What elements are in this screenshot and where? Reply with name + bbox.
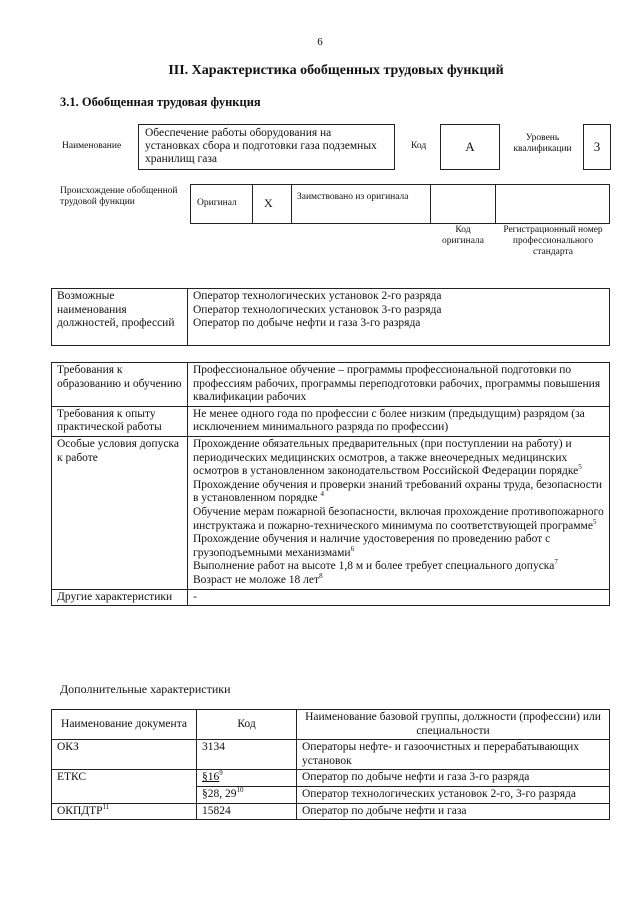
code-original-caption: Код оригинала xyxy=(442,225,484,246)
page-number: 6 xyxy=(317,36,323,48)
other-value: - xyxy=(188,589,610,606)
positions-row xyxy=(52,289,610,346)
condition-item: Обучение мерам пожарной безопасности, включая прохождение противопожарного инструктажа и пожарно-технического минимума по соответствующей программе$^5$ xyxy=(193,505,604,532)
origin-borrowed-label: Заимствовано из оригинала xyxy=(297,192,409,202)
positions-label: Возможные наименования должностей, профессий xyxy=(52,289,188,346)
position-item: Оператор технологических установок 2-го разряда xyxy=(193,290,442,302)
code-cell: $\S 16^9$ xyxy=(197,770,297,787)
origin-label: Происхождение обобщенной трудовой функции xyxy=(60,186,178,207)
name-cell: Операторы нефте- и газоочистных и перерабатывающих установок xyxy=(297,740,610,770)
footnote-ref: 10 xyxy=(236,786,244,795)
code-cell: 15824 xyxy=(197,803,297,820)
name-cell: Оператор по добыче нефти и газа 3-го разряда xyxy=(297,770,610,787)
footnote-ref: 8 xyxy=(319,572,323,581)
conditions-values xyxy=(188,436,610,589)
gtf-name-value: Обеспечение работы оборудования на установках сбора и подготовки газа подземных хранилищ газа xyxy=(145,127,377,165)
gtf-code-box xyxy=(440,124,500,170)
education-row xyxy=(52,363,610,407)
footnote-ref: 11 xyxy=(102,802,110,811)
origin-divider-4 xyxy=(495,184,496,224)
origin-original-mark: X xyxy=(264,196,273,210)
gtf-level-value: 3 xyxy=(593,139,601,154)
footnote-ref: 5 xyxy=(578,463,582,472)
origin-original-label: Оригинал xyxy=(197,198,237,208)
experience-value: Не менее одного года по профессии с более низким (предыдущим) разрядом (за исключением минимального разряда по профессии) xyxy=(188,406,610,436)
footnote-ref: 7 xyxy=(554,558,558,567)
gtf-code-value: А xyxy=(465,139,475,154)
header-row xyxy=(52,710,610,740)
origin-divider-2 xyxy=(291,184,292,224)
subsection-title: 3.1. Обобщенная трудовая функция xyxy=(60,95,261,109)
footnote-ref: 4 xyxy=(320,490,325,499)
education-value: Профессиональное обучение – программы профессиональной подготовки по профессиям рабочих, программы переподготовки рабочих, программы повышения квалификации рабочих xyxy=(188,363,610,407)
name-cell: Оператор по добыче нефти и газа xyxy=(297,803,610,820)
education-label: Требования к образованию и обучению xyxy=(52,363,188,407)
origin-divider-3 xyxy=(430,184,431,224)
positions-values xyxy=(188,289,610,346)
other-row xyxy=(52,589,610,606)
table-row xyxy=(52,740,610,770)
reg-number-caption: Регистрационный номер профессионального стандарта xyxy=(503,225,603,257)
section-title: III. Характеристика обобщенных трудовых функций xyxy=(168,63,504,78)
additional-table xyxy=(51,709,610,820)
positions-table xyxy=(51,288,610,346)
additional-title: Дополнительные характеристики xyxy=(60,682,231,696)
header-code: Код xyxy=(197,710,297,740)
header-doc: Наименование документа xyxy=(52,710,197,740)
code-cell: 3134 xyxy=(197,740,297,770)
origin-divider-1 xyxy=(252,184,253,224)
conditions-label: Особые условия допуска к работе xyxy=(52,436,188,589)
gtf-name-label: Наименование xyxy=(62,141,122,151)
table-row xyxy=(52,770,610,787)
condition-item: Выполнение работ на высоте 1,8 м и более требует специального допуска$^7$ xyxy=(193,558,558,573)
condition-item: Прохождение обучения и проверки знаний требований охраны труда, безопасности в установленном порядке $^4$ xyxy=(193,478,603,505)
header-name: Наименование базовой группы, должности (профессии) или специальности xyxy=(297,710,610,740)
table-row xyxy=(52,803,610,820)
gtf-code-label: Код xyxy=(411,141,427,151)
conditions-row xyxy=(52,436,610,589)
experience-label: Требования к опыту практической работы xyxy=(52,406,188,436)
footnote-ref: 5 xyxy=(592,517,597,526)
requirements-table xyxy=(51,362,610,606)
position-item: Оператор технологических установок 3-го разряда xyxy=(193,303,442,316)
gtf-level-box xyxy=(583,124,611,170)
position-item: Оператор по добыче нефти и газа 3-го разряда xyxy=(193,317,421,330)
condition-item: Возраст не моложе 18 лет$^8$ xyxy=(193,572,323,586)
other-label: Другие характеристики xyxy=(52,589,188,606)
code-cell: §28, $29^{10}$ xyxy=(197,786,297,803)
origin-box xyxy=(190,184,610,224)
gtf-level-label: Уровень квалификации xyxy=(513,133,572,154)
doc-cell: ОКПДТР$^{11}$ xyxy=(52,803,197,820)
doc-cell: ЕТКС xyxy=(52,770,197,803)
name-cell: Оператор технологических установок 2-го, 3-го разряда xyxy=(297,786,610,803)
footnote-ref: 9 xyxy=(219,769,223,778)
condition-item: Прохождение обязательных предварительных (при поступлении на работу) и периодических медицинских осмотров, а также внеочередных медицинских осмотров в установленном законодательством Российской Федерации порядке$^5$ xyxy=(193,437,582,478)
gtf-name-box xyxy=(138,124,395,170)
condition-item: Прохождение обучения и наличие удостоверения по проведению работ с грузоподъемными механизмами$^6$ xyxy=(193,533,551,559)
experience-row xyxy=(52,406,610,436)
doc-cell: ОКЗ xyxy=(52,740,197,770)
footnote-ref: 6 xyxy=(350,544,355,553)
